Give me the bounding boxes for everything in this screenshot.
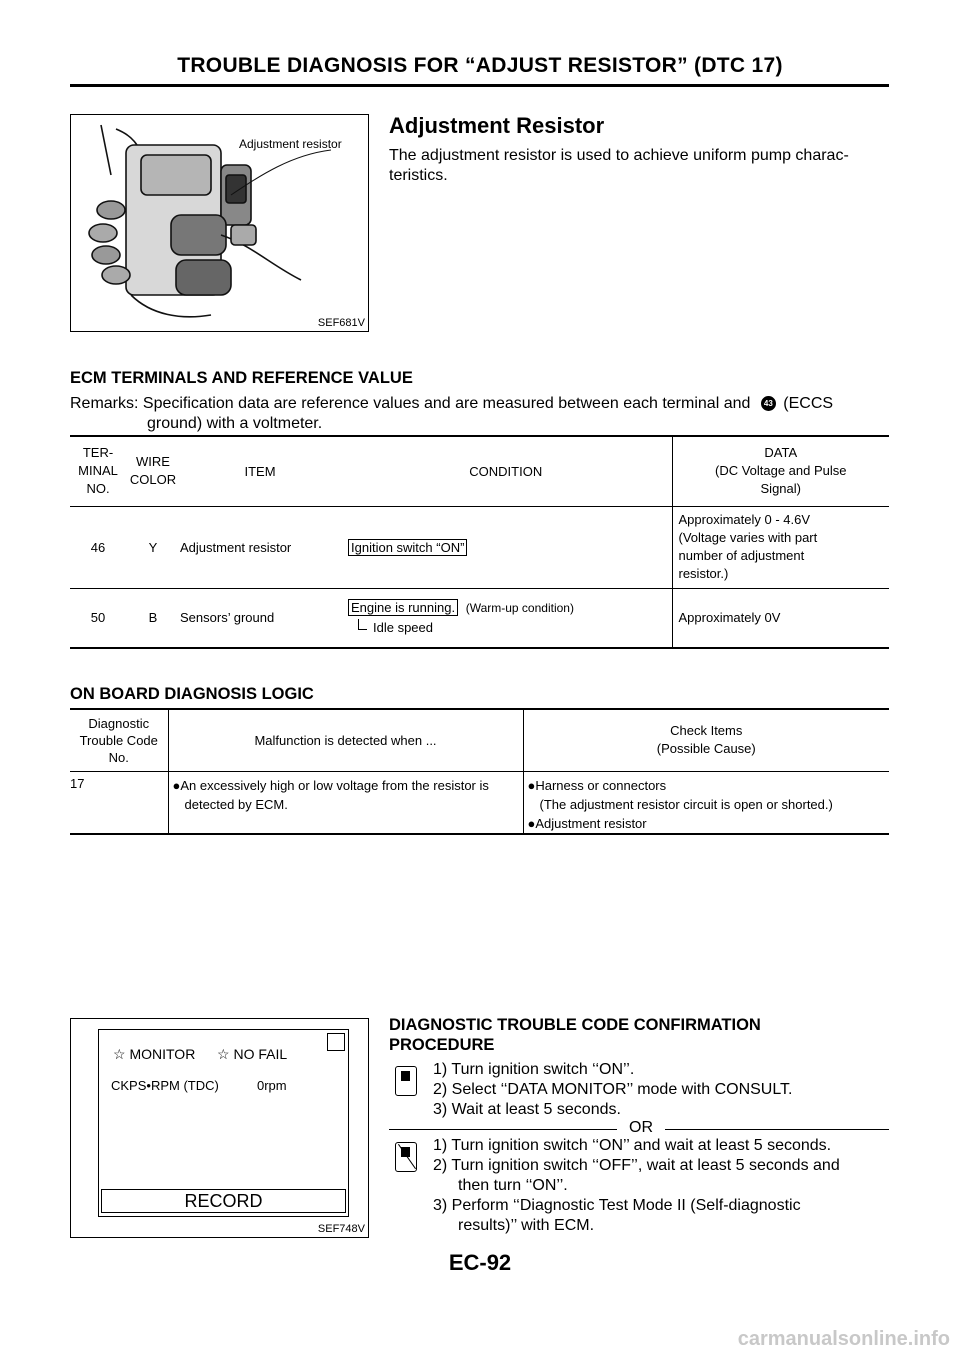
obd-section-heading: ON BOARD DIAGNOSIS LOGIC	[70, 685, 314, 703]
table-header-row	[70, 436, 889, 506]
table-row	[70, 771, 889, 834]
star-icon: ☆	[217, 1046, 234, 1062]
monitor-item-value: 0rpm	[257, 1078, 287, 1093]
terminal-badge-icon: 43	[761, 396, 776, 411]
section-title-adjustment-resistor: Adjustment Resistor	[389, 113, 605, 138]
monitor-tab: ☆ MONITOR	[113, 1046, 196, 1062]
or-divider-left	[389, 1129, 617, 1130]
figure-code: SEF748V	[317, 1223, 365, 1235]
header-wire-color: WIRE COLOR	[129, 454, 177, 488]
figure-callout-label: Adjustment resistor	[239, 137, 342, 151]
remarks-text: Remarks: Specification data are reference values and are measured between each terminal and	[70, 395, 751, 412]
table-row	[70, 506, 889, 588]
header-dtc-no: Diagnostic Trouble Code No.	[70, 709, 168, 771]
cell-condition	[340, 506, 672, 588]
table-header-row	[70, 709, 889, 771]
cell-condition	[340, 588, 672, 648]
monitor-item-label: CKPS•RPM (TDC)	[111, 1078, 219, 1093]
remarks-text-eccs: (ECCS	[783, 395, 834, 412]
cell-check-items: ●Harness or connectors (The adjustment resistor circuit is open or shorted.) ●Adjustment resistor	[527, 777, 833, 831]
condition-box: Engine is running.	[348, 599, 458, 616]
bullet-icon: ●	[527, 815, 536, 831]
consult-step-2: 2) Select ‘‘DATA MONITOR’’ mode with CONSULT.	[433, 1081, 793, 1098]
record-button[interactable]: RECORD	[101, 1189, 346, 1213]
cell-terminal: 46	[90, 539, 106, 555]
ecm-step-2-cont: then turn ‘‘ON’’.	[458, 1177, 568, 1194]
condition-box: Ignition switch “ON”	[348, 539, 467, 556]
page-number: EC-92	[448, 1250, 512, 1275]
no-fail-status: ☆ NO FAIL	[217, 1046, 288, 1062]
header-check-items: Check Items (Possible Cause)	[656, 723, 756, 757]
header-condition: CONDITION	[469, 463, 543, 479]
screen-corner-box	[327, 1033, 345, 1051]
cell-wire: Y	[148, 539, 158, 555]
consult-screen	[98, 1029, 349, 1217]
cell-terminal: 50	[90, 610, 106, 626]
cell-data: Approximately 0V	[672, 588, 889, 648]
cell-wire: B	[148, 610, 158, 626]
star-icon: ☆	[113, 1046, 130, 1062]
cell-malfunction: ●An excessively high or low voltage from the resistor is detected by ECM.	[168, 771, 523, 834]
cell-item: Sensors’ ground	[180, 610, 275, 626]
header-terminal: TER- MINAL NO.	[78, 445, 118, 497]
or-divider-right	[665, 1129, 889, 1130]
condition-sub: Idle speed	[373, 619, 433, 635]
table-row	[70, 588, 889, 648]
header-malfunction: Malfunction is detected when ...	[168, 709, 523, 771]
consult-step-1: 1) Turn ignition switch ‘‘ON’’.	[433, 1061, 635, 1078]
consult-tool-icon	[395, 1066, 417, 1096]
condition-note: (Warm-up condition)	[465, 600, 574, 615]
intro-line-1: The adjustment resistor is used to achieve uniform pump charac-	[389, 147, 849, 164]
cell-data: Approximately 0 - 4.6V (Voltage varies with part number of adjustment resistor.)	[672, 506, 889, 588]
ecm-remarks-line-1	[70, 394, 833, 414]
header-data: DATA (DC Voltage and Pulse Signal)	[672, 436, 889, 506]
ecm-remarks-line-2: ground) with a voltmeter.	[147, 415, 323, 432]
intro-line-2: teristics.	[389, 167, 448, 184]
cell-dtc-code: 17	[70, 771, 168, 834]
ecm-step-2: 2) Turn ignition switch ‘‘OFF’’, wait at least 5 seconds and	[433, 1157, 840, 1174]
site-watermark: carmanualsonline.info	[737, 1328, 950, 1350]
consult-step-3: 3) Wait at least 5 seconds.	[433, 1101, 621, 1118]
sub-arrow-icon	[358, 619, 367, 630]
dtc-heading-line-2: PROCEDURE	[389, 1036, 495, 1054]
ecm-section-heading: ECM TERMINALS AND REFERENCE VALUE	[70, 369, 413, 387]
obd-table	[70, 708, 889, 835]
no-consult-tool-icon	[395, 1142, 417, 1172]
ecm-step-1: 1) Turn ignition switch ‘‘ON’’ and wait at least 5 seconds.	[433, 1137, 832, 1154]
bullet-icon: ●	[172, 777, 181, 793]
bullet-icon: ●	[527, 777, 536, 793]
header-item: ITEM	[244, 463, 276, 479]
dtc-heading-line-1: DIAGNOSTIC TROUBLE CODE CONFIRMATION	[389, 1016, 761, 1034]
header-rule	[70, 84, 889, 87]
consult-screen-figure	[70, 1018, 369, 1238]
or-divider-label: OR	[629, 1119, 653, 1136]
ecm-step-3: 3) Perform ‘‘Diagnostic Test Mode II (Self-diagnostic	[433, 1197, 801, 1214]
figure-code: SEF681V	[317, 317, 365, 329]
cell-item: Adjustment resistor	[180, 539, 292, 555]
ecm-step-3-cont: results)’’ with ECM.	[458, 1217, 595, 1234]
ecm-terminals-table	[70, 435, 889, 649]
page-header-title: TROUBLE DIAGNOSIS FOR “ADJUST RESISTOR” (DTC 17)	[177, 54, 783, 77]
pump-figure	[70, 114, 369, 332]
